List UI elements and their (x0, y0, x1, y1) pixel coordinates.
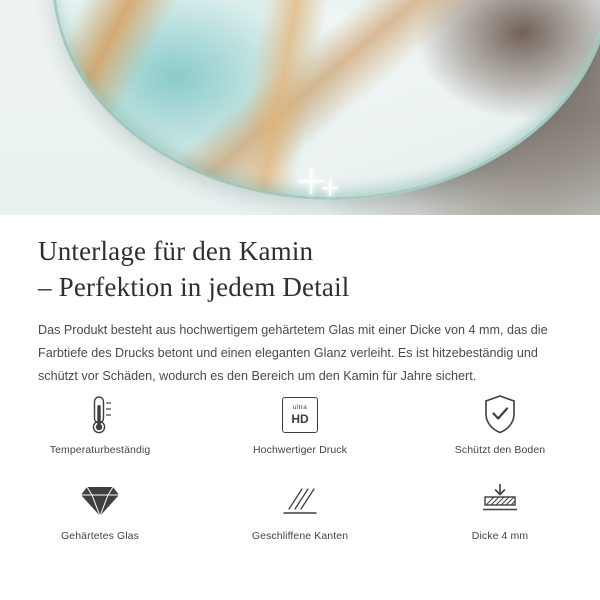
feature-item-temperature (0, 392, 200, 472)
hero-image (0, 0, 600, 215)
ultra-hd-icon (282, 392, 318, 438)
feature-grid (0, 392, 600, 558)
headline-line-1: Unterlage für den Kamin (38, 236, 314, 266)
diamond-icon (79, 478, 121, 524)
feature-label: Geschliffene Kanten (251, 530, 349, 542)
ultra-hd-badge-top: ultra (292, 404, 308, 412)
feature-item-print (200, 392, 400, 472)
thickness-icon (479, 478, 521, 524)
page-title (0, 233, 600, 305)
feature-label: Dicke 4 mm (471, 530, 529, 542)
feature-item-polished-edges (200, 478, 400, 558)
text-content (0, 215, 600, 388)
polished-edges-icon (280, 478, 320, 524)
description-paragraph: Das Produkt besteht aus hochwertigem gehärtetem Glas mit einer Dicke von 4 mm, das die Farbtiefe des Drucks betont und einen eleganten Glanz verleiht. Es ist hitzebeständig und schützt vor Schäden, wodurch es den Bereich um den Kamin für Jahre sichert. (38, 323, 548, 383)
feature-item-tempered-glass (0, 478, 200, 558)
thermometer-icon (80, 392, 120, 438)
feature-item-thickness (400, 478, 600, 558)
shield-check-icon (481, 392, 519, 438)
feature-item-floor-protection (400, 392, 600, 472)
ultra-hd-badge-bottom: HD (291, 411, 309, 426)
feature-label: Hochwertiger Druck (253, 444, 347, 456)
feature-label: Gehärtetes Glas (61, 530, 139, 542)
headline-line-2: – Perfektion in jedem Detail (38, 272, 350, 302)
feature-label: Schützt den Boden (454, 444, 546, 456)
feature-label: Temperaturbeständig (49, 444, 151, 456)
